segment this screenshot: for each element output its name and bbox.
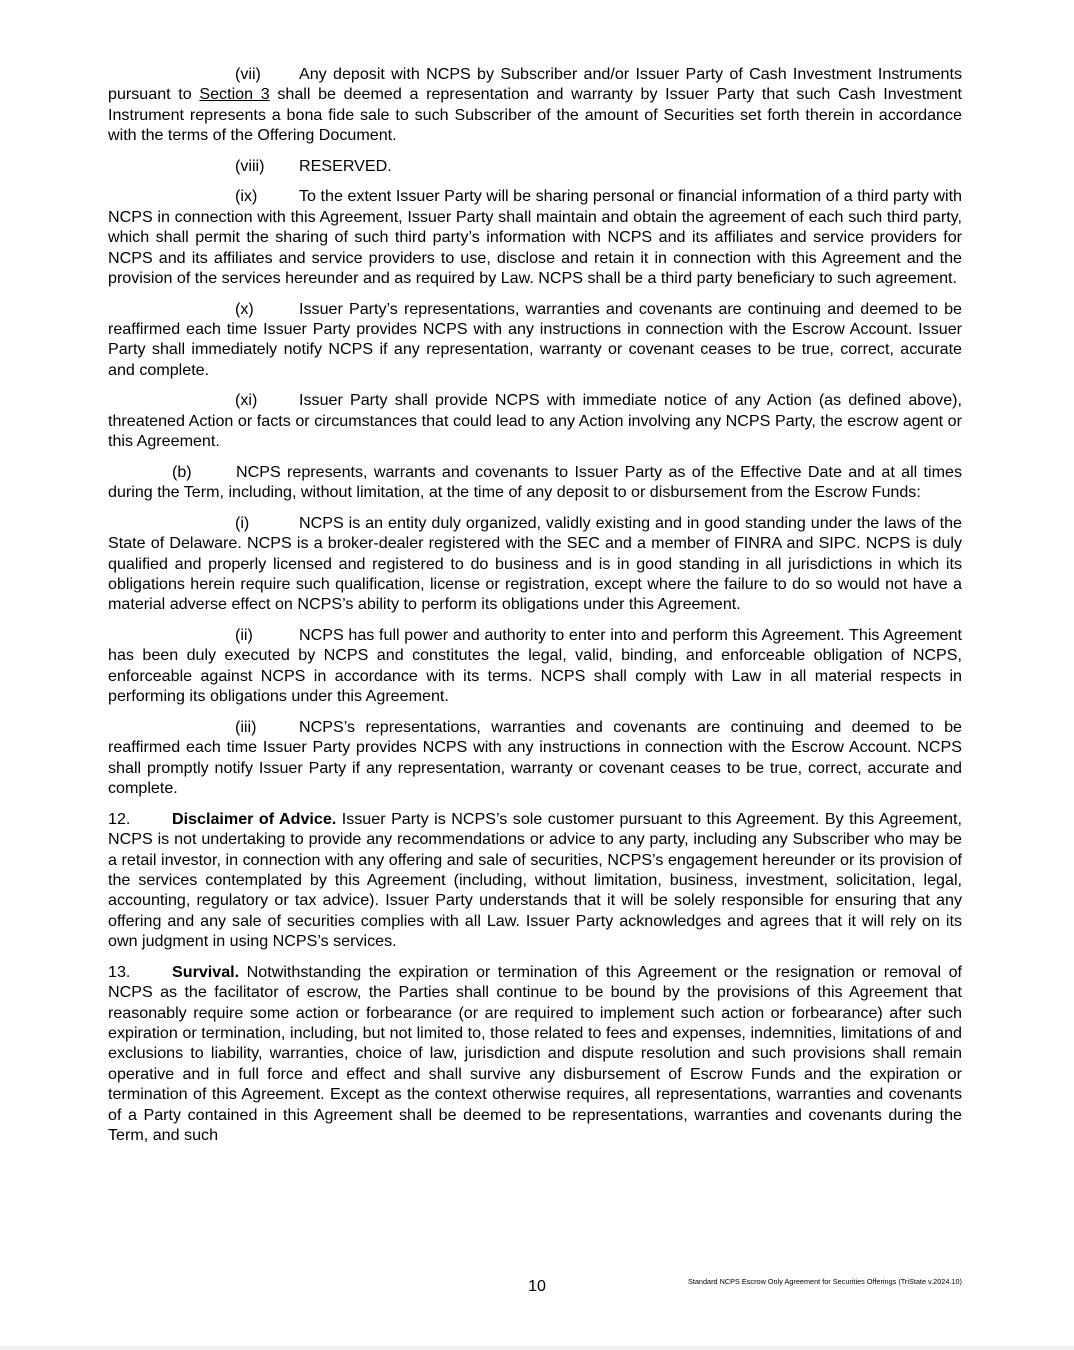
paragraph-b xyxy=(108,462,962,503)
paragraph-text: shall be deemed a representation and warranty by Issuer Party that such Cash Investment Instrument represents a bona fide sale to such Subscriber of the amount of Securities set forth therein in accordance with the terms of the Offering Document. xyxy=(108,85,962,145)
paragraph-vii xyxy=(108,64,962,146)
section-13-survival xyxy=(108,962,962,1146)
paragraph-ii xyxy=(108,625,962,707)
paragraph-number: (x) xyxy=(235,299,254,318)
paragraph-xi xyxy=(108,390,962,451)
paragraph-number: (ix) xyxy=(235,187,258,206)
footer-document-title: Standard NCPS Escrow Only Agreement for Securities Offerings (TriState v.2024.10) xyxy=(687,1277,962,1286)
paragraph-text: NCPS represents, warrants and covenants to Issuer Party as of the Effective Date and at all times during the Term, including, without limitation, at the time of any deposit to or disbursement from the Escrow Funds: xyxy=(108,462,962,502)
paragraph-text: NCPS has full power and authority to enter into and perform this Agreement. This Agreement has been duly executed by NCPS and constitutes the legal, valid, binding, and enforceable obligation of NCPS, enforceable against NCPS in accordance with its terms. NCPS shall comply with Law in all material respects in performing its obligations under this Agreement. xyxy=(108,626,962,706)
paragraph-number: (iii) xyxy=(235,717,257,736)
paragraph-text: Issuer Party’s representations, warranties and covenants are continuing and deemed to be reaffirmed each time Issuer Party provides NCPS with any instructions in connection with the Escrow Account. Issuer Party shall immediately notify NCPS if any representation, warranty or covenant ceases to be true, correct, accurate and complete. xyxy=(108,299,962,379)
section-text: Issuer Party is NCPS’s sole customer pursuant to this Agreement. By this Agreement, NCPS is not undertaking to provide any recommendations or advice to any party, including any Subscriber who may be a retail investor, in connection with any offering and sale of securities, NCPS’s engagement hereunder or its provision of the services contemplated by this Agreement (including, without limitation, business, investment, solicitation, legal, accounting, regulatory or tax advice). Issuer Party understands that it will be solely responsible for ensuring that any offering and any sale of securities complies with all Law. Issuer Party acknowledges and agrees that it will rely on its own judgment in using NCPS’s services. xyxy=(108,809,962,951)
paragraph-number: (ii) xyxy=(235,626,253,645)
paragraph-text: To the extent Issuer Party will be sharing personal or financial information of a third party with NCPS in connection with this Agreement, Issuer Party shall maintain and obtain the agreement of each such third party, which shall permit the sharing of such third party’s information with NCPS and its affiliates and service providers for NCPS and its affiliates and service providers to use, disclose and retain it in connection with this Agreement and the provision of the services hereunder and as required by Law. NCPS shall be a third party beneficiary to such agreement. xyxy=(108,187,962,288)
paragraph-text: NCPS is an entity duly organized, validly existing and in good standing under the laws of the State of Delaware. NCPS is a broker-dealer registered with the SEC and a member of FINRA and SIPC. NCPS is duly qualified and properly licensed and registered to do business and is in good standing in all jurisdictions in which its obligations herein require such qualification, license or registration, except where the failure to do so would not have a material adverse effect on NCPS’s ability to perform its obligations under this Agreement. xyxy=(108,513,962,614)
paragraph-text: NCPS’s representations, warranties and covenants are continuing and deemed to be reaffirmed each time Issuer Party provides NCPS with any instructions in connection with the Escrow Account. NCPS shall promptly notify Issuer Party if any representation, warranty or covenant ceases to be true, correct, accurate and complete. xyxy=(108,717,962,798)
paragraph-iii xyxy=(108,717,962,799)
section-text: Notwithstanding the expiration or termination of this Agreement or the resignation or removal of NCPS as the facilitator of escrow, the Parties shall continue to be bound by the provisions of this Agreement that reasonably require some action or forbearance (or are required to implement such action or forbearance) after such expiration or termination, including, but not limited to, those related to fees and expenses, indemnities, limitations of and exclusions to liability, warranties, choice of law, jurisdiction and dispute resolution and such provisions shall remain operative and in full force and effect and shall survive any disbursement of Escrow Funds and the expiration or termination of this Agreement. Except as the context otherwise requires, all representations, warranties and covenants of a Party contained in this Agreement shall be deemed to be representations, warranties and covenants during the Term, and such xyxy=(108,962,962,1144)
section-heading: Survival. xyxy=(172,962,240,981)
paragraph-number: (b) xyxy=(172,462,192,481)
paragraph-text: Issuer Party shall provide NCPS with immediate notice of any Action (as defined above), threatened Action or facts or circumstances that could lead to any Action involving any NCPS Party, the escrow agent or this Agreement. xyxy=(108,391,962,451)
paragraph-number: (i) xyxy=(235,513,250,532)
section-number: 12. xyxy=(108,809,131,828)
paragraph-x xyxy=(108,299,962,381)
section-12-disclaimer-of-advice xyxy=(108,809,962,952)
page-bottom-edge xyxy=(0,1346,1074,1350)
section-3-reference: Section 3 xyxy=(199,85,270,104)
section-heading: Disclaimer of Advice. xyxy=(172,809,337,828)
paragraph-i xyxy=(108,513,962,615)
paragraph-text: Any deposit with NCPS by Subscriber and/or Issuer Party of Cash Investment Instruments pursuant to xyxy=(108,65,962,104)
paragraph-number: (viii) xyxy=(235,156,265,175)
page-number: 10 xyxy=(528,1278,546,1295)
paragraph-number: (vii) xyxy=(235,65,261,83)
paragraph-number: (xi) xyxy=(235,391,258,410)
section-number: 13. xyxy=(108,962,131,981)
document-body xyxy=(108,64,962,1156)
paragraph-viii xyxy=(108,156,962,176)
paragraph-ix xyxy=(108,186,962,288)
paragraph-text: RESERVED. xyxy=(299,156,392,175)
